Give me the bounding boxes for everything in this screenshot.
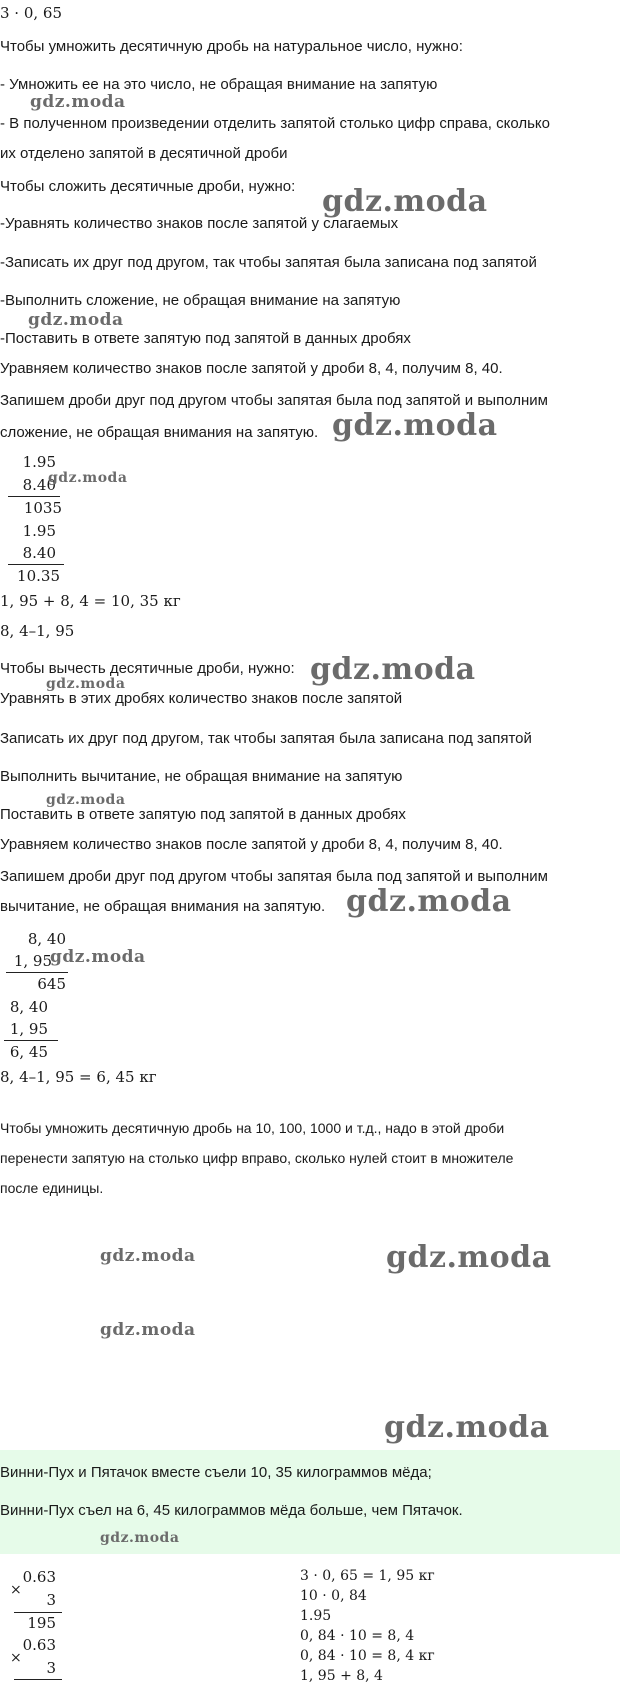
watermark: gdz.moda — [28, 310, 124, 330]
explanation-line: Запишем дроби друг под другом чтобы запятая была под запятой и выполним — [0, 392, 548, 409]
watermark: gdz.moda — [100, 1320, 196, 1340]
multiply-sign: × — [10, 1582, 22, 1598]
watermark: gdz.moda — [322, 184, 488, 219]
calc-operand: 1, 95 — [9, 1020, 48, 1038]
calc-underline — [14, 1679, 62, 1680]
rule-step: Поставить в ответе запятую под запятой в данных дробях — [0, 806, 406, 823]
explanation-line: вычитание, не обращая внимания на запятую. — [0, 898, 326, 915]
result-line: 3 · 0, 65 = 1, 95 кг — [300, 1568, 435, 1584]
rule-text: после единицы. — [0, 1180, 104, 1196]
watermark: gdz.moda — [384, 1410, 550, 1445]
calc-operand: 1.95 — [22, 453, 56, 471]
expression-line: 8, 4–1, 95 — [0, 622, 75, 640]
calc-operand: 3 — [46, 1659, 56, 1677]
explanation-line: Уравняем количество знаков после запятой у дроби 8, 4, получим 8, 40. — [0, 360, 503, 377]
calc-result: 10.35 — [17, 567, 60, 585]
watermark: gdz.moda — [386, 1240, 552, 1275]
calc-result: 6, 45 — [9, 1043, 48, 1061]
watermark: gdz.moda — [30, 92, 126, 112]
answer-line: Винни-Пух и Пятачок вместе съели 10, 35 килограммов мёда; — [0, 1464, 432, 1481]
calc-underline — [8, 564, 64, 565]
watermark: gdz.moda — [332, 408, 498, 443]
calc-operand: 8, 40 — [27, 930, 66, 948]
explanation-line: сложение, не обращая внимания на запятую. — [0, 424, 319, 441]
rule-step: -Записать их друг под другом, так чтобы запятая была записана под запятой — [0, 254, 537, 271]
answer-line: Винни-Пух съел на 6, 45 килограммов мёда больше, чем Пятачок. — [0, 1502, 463, 1519]
expression-line: 10 · 0, 84 — [300, 1588, 367, 1604]
watermark: gdz.moda — [48, 470, 128, 486]
calc-operand: 8.40 — [22, 544, 56, 562]
expression-line: 1, 95 + 8, 4 — [300, 1668, 383, 1684]
watermark: gdz.moda — [100, 1530, 180, 1546]
explanation-line: Уравняем количество знаков после запятой у дроби 8, 4, получим 8, 40. — [0, 836, 503, 853]
step-line: 0, 84 · 10 = 8, 4 — [300, 1628, 415, 1644]
calc-result: 195 — [27, 1614, 56, 1632]
calc-result: 645 — [37, 975, 66, 993]
calc-underline — [14, 1612, 62, 1613]
calc-underline — [4, 1040, 58, 1041]
calc-result: 1.95 — [300, 1608, 332, 1624]
watermark: gdz.moda — [46, 792, 126, 808]
watermark: gdz.moda — [346, 884, 512, 919]
calc-underline — [8, 496, 60, 497]
explanation-line: Запишем дроби друг под другом чтобы запятая была под запятой и выполним — [0, 868, 548, 885]
multiply-sign: × — [10, 1650, 22, 1666]
watermark: gdz.moda — [46, 676, 126, 692]
rule-step: Выполнить вычитание, не обращая внимание на запятую — [0, 768, 403, 785]
calc-underline — [6, 972, 68, 973]
watermark: gdz.moda — [310, 652, 476, 687]
result-line: 0, 84 · 10 = 8, 4 кг — [300, 1648, 435, 1664]
result-line: 8, 4–1, 95 = 6, 45 кг — [0, 1068, 157, 1086]
calc-operand: 0.63 — [22, 1636, 56, 1654]
calc-operand: 0.63 — [22, 1568, 56, 1586]
rule-step: -Выполнить сложение, не обращая внимание на запятую — [0, 292, 401, 309]
rule-step: - Умножить ее на это число, не обращая внимание на запятую — [0, 76, 438, 93]
rule-heading: Чтобы вычесть десятичные дроби, нужно: — [0, 660, 295, 677]
rule-heading: Чтобы сложить десятичные дроби, нужно: — [0, 178, 296, 195]
calc-result: 1035 — [23, 499, 62, 517]
rule-step: их отделено запятой в десятичной дроби — [0, 145, 288, 162]
calc-operand: 1.95 — [22, 522, 56, 540]
rule-heading: Чтобы умножить десятичную дробь на натуральное число, нужно: — [0, 38, 463, 55]
calc-operand: 8.40 — [22, 476, 56, 494]
expression-line: 3 · 0, 65 — [0, 4, 63, 22]
rule-step: Уравнять в этих дробях количество знаков после запятой — [0, 690, 403, 707]
watermark: gdz.moda — [50, 947, 146, 967]
result-line: 1, 95 + 8, 4 = 10, 35 кг — [0, 592, 181, 610]
rule-heading: Чтобы умножить десятичную дробь на 10, 100, 1000 и т.д., надо в этой дроби — [0, 1120, 505, 1136]
rule-text: перенести запятую на столько цифр вправо, сколько нулей стоит в множителе — [0, 1150, 514, 1166]
rule-step: -Поставить в ответе запятую под запятой в данных дробях — [0, 330, 411, 347]
rule-step: - В полученном произведении отделить запятой столько цифр справа, сколько — [0, 115, 550, 132]
rule-step: Записать их друг под другом, так чтобы запятая была записана под запятой — [0, 730, 532, 747]
calc-operand: 1, 95 — [13, 952, 52, 970]
watermark: gdz.moda — [100, 1246, 196, 1266]
calc-operand: 8, 40 — [9, 998, 48, 1016]
rule-step: -Уравнять количество знаков после запятой у слагаемых — [0, 215, 399, 232]
calc-operand: 3 — [46, 1591, 56, 1609]
